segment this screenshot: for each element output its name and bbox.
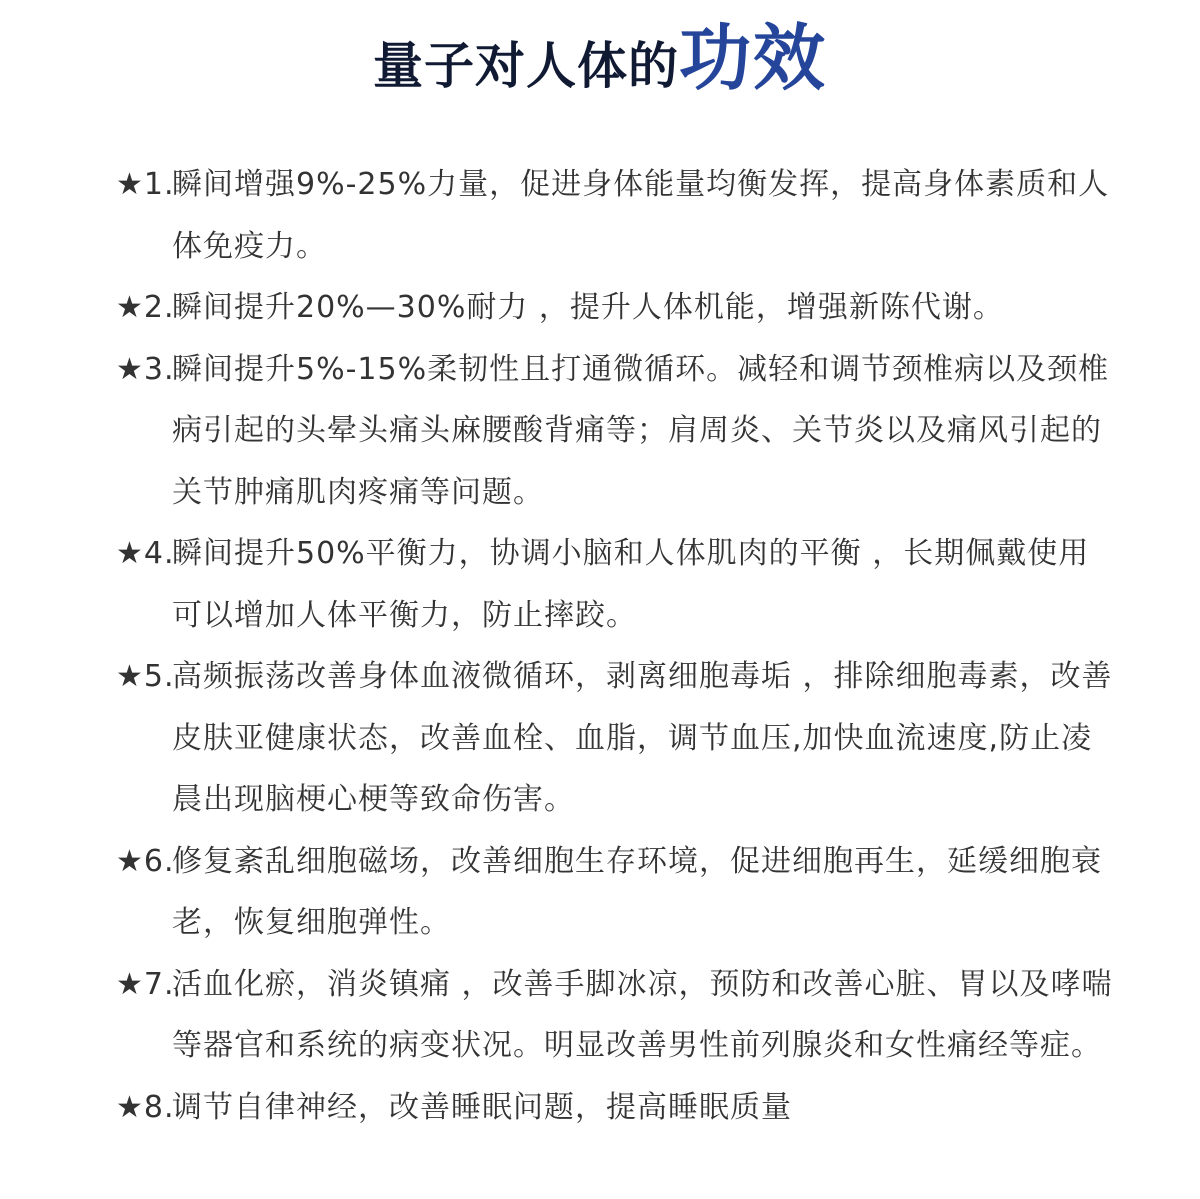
page-title (0, 16, 1200, 100)
list-item-marker: ★5. (116, 659, 175, 694)
list-item-marker: ★6. (116, 843, 175, 879)
list-item-marker: ★7. (116, 966, 175, 1002)
list-item-marker: ★8. (116, 1089, 175, 1125)
title-emphasis: 功效 (678, 16, 827, 100)
list-item-text: 高频振荡改善身体血液微循环，剥离细胞毒垢 ，排除细胞毒素，改善皮肤亚健康状态，改善血栓、血脂，调节血压,加快血流速度,防止凌晨出现脑梗心梗等致命伤害。 (172, 659, 1113, 817)
list-item-text: 调节自律神经，改善睡眠问题，提高睡眠质量 (172, 1089, 792, 1125)
list-item (116, 831, 1116, 954)
list-item (116, 954, 1116, 1077)
list-item-text: 瞬间增强9%-25%力量，促进身体能量均衡发挥，提高身体素质和人体免疫力。 (172, 167, 1110, 264)
benefits-list (116, 154, 1116, 1138)
list-item-marker: ★3. (116, 351, 175, 387)
title-main: 量子对人体的 (372, 37, 679, 95)
list-item-text: 瞬间提升50%平衡力，协调小脑和人体肌肉的平衡 ，长期佩戴使用可以增加人体平衡力，防止摔跤。 (172, 536, 1090, 633)
list-item (116, 1077, 1116, 1139)
list-item (116, 523, 1116, 646)
list-item (116, 339, 1116, 524)
list-item-marker: ★4. (116, 536, 175, 571)
list-item-marker: ★2. (116, 290, 175, 325)
list-item-marker: ★1. (116, 167, 175, 202)
list-item-text: 瞬间提升5%-15%柔韧性且打通微循环。减轻和调节颈椎病以及颈椎病引起的头晕头痛头麻腰酸背痛等；肩周炎、关节炎以及痛风引起的关节肿痛肌肉疼痛等问题。 (172, 351, 1110, 510)
list-item (116, 277, 1116, 339)
list-item (116, 646, 1116, 831)
list-item-text: 活血化瘀，消炎镇痛 ，改善手脚冰凉，预防和改善心脏、胃以及哮喘等器官和系统的病变状况。明显改善男性前列腺炎和女性痛经等症。 (172, 966, 1113, 1063)
list-item-text: 修复紊乱细胞磁场，改善细胞生存环境，促进细胞再生，延缓细胞衰老，恢复细胞弹性。 (172, 843, 1102, 940)
list-item (116, 154, 1116, 277)
list-item-text: 瞬间提升20%—30%耐力 ，提升人体机能，增强新陈代谢。 (172, 290, 1004, 325)
